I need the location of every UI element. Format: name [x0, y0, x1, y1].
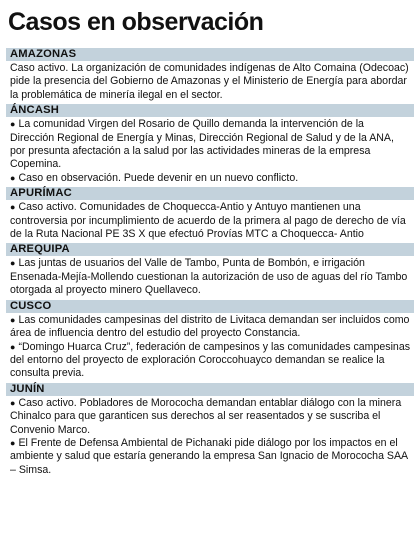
- section-apurimac: [6, 187, 414, 241]
- section-cusco: [6, 300, 414, 381]
- case-entry: ● “Domingo Huarca Cruz”, federación de campesinos y las comunidades campesinas del entorno del proyecto de exploración Coroccohuayco demandan se realice la consulta previa.: [10, 340, 411, 380]
- section-ancash: [6, 104, 414, 185]
- section-arequipa: [6, 243, 414, 297]
- bullet-icon: ●: [10, 202, 16, 213]
- bullet-icon: ●: [10, 258, 16, 269]
- case-entry: Caso activo. La organización de comunidades indígenas de Alto Comaina (Odecoac) pide la presencia del Gobierno de Amazonas y el Ministerio de Energía para abordar la problemática de minería ilegal en el sector.: [10, 62, 409, 101]
- section-header-amazonas: AMAZONAS: [6, 48, 414, 61]
- page-title: Casos en observación: [8, 8, 264, 36]
- section-junin: [6, 383, 414, 477]
- section-header-junin: JUNÍN: [6, 383, 414, 396]
- section-header-apurimac: APURÍMAC: [6, 187, 414, 200]
- case-entry: ● Caso en observación. Puede devenir en un nuevo conflicto.: [10, 171, 299, 184]
- case-entry: ● La comunidad Virgen del Rosario de Quillo demanda la intervención de la Dirección Regional de Energía y Minas, Dirección Regional de Salud y de la ANA, por presunta afectación a la salud por las actividades mineras de la empresa Copemina.: [10, 118, 394, 171]
- bullet-icon: ●: [10, 314, 16, 325]
- section-header-cusco: CUSCO: [6, 300, 414, 313]
- bullet-icon: ●: [10, 397, 16, 408]
- case-entry: ● El Frente de Defensa Ambiental de Pichanaki pide diálogo por los impactos en el ambiente y salud que estaría generando la empresa San Ignacio de Morococha SAA – Simsa.: [10, 436, 408, 476]
- bullet-icon: ●: [10, 437, 16, 448]
- bullet-icon: ●: [10, 341, 16, 352]
- bullet-icon: ●: [10, 119, 16, 130]
- section-header-arequipa: AREQUIPA: [6, 243, 414, 256]
- section-amazonas: [6, 48, 414, 102]
- bullet-icon: ●: [10, 172, 16, 183]
- case-entry: ● Las juntas de usuarios del Valle de Tambo, Punta de Bombón, e irrigación Ensenada-Mejía-Mollendo cuestionan la autorización de uso de aguas del río Tambo otorgada al proyecto minero Quellaveco.: [10, 257, 408, 297]
- case-entry: ● Caso activo. Comunidades de Choquecca-Antio y Antuyo mantienen una controversia por incumplimiento de acuerdo de la primera al pago de derecho de vía de la Ruta Nacional PE 3S X que efectuó Provías MTC a Choquecca- Antio: [10, 201, 406, 241]
- case-entry: ● Caso activo. Pobladores de Morococha demandan entablar diálogo con la minera Chinalco para que garanticen sus derechos al ser reasentados y se suscriba el Convenio Marco.: [10, 396, 402, 436]
- case-entry: ● Las comunidades campesinas del distrito de Livitaca demandan ser incluidos como área de influencia dentro del estudio del proyecto Constancia.: [10, 313, 410, 340]
- section-header-ancash: ÁNCASH: [6, 104, 414, 117]
